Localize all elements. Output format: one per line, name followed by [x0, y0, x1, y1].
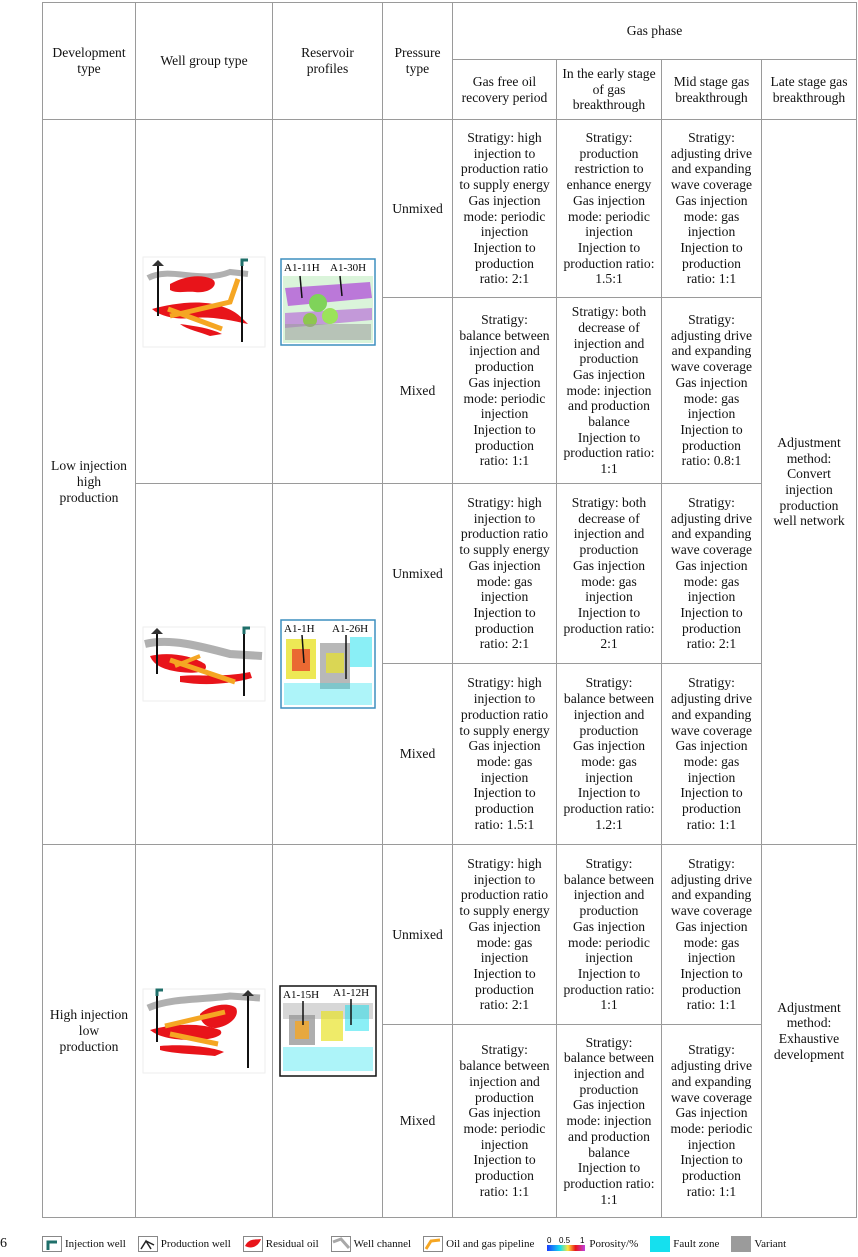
pressure-type-cell: Unmixed — [383, 484, 453, 664]
mid-stage-strategy-cell: Stratigy: adjusting drive and expanding wave coverage Gas injection mode: gas injection Injection to production ratio: 2:1 — [662, 484, 762, 664]
early-stage-strategy-cell: Stratigy: both decrease of injection and production Gas injection mode: gas injection Injection to production ratio: 2:1 — [557, 484, 662, 664]
legend-fault-zone: Fault zone — [650, 1236, 719, 1252]
mid-stage-strategy-cell: Stratigy: adjusting drive and expanding wave coverage Gas injection mode: gas injection Injection to production ratio: 0.8:1 — [662, 298, 762, 484]
residual-oil-icon — [243, 1236, 263, 1252]
svg-text:0: 0 — [547, 1236, 552, 1245]
header-pressure-type: Pressure type — [383, 3, 453, 120]
svg-text:1: 1 — [580, 1236, 585, 1245]
development-type-cell: Low injection high production — [43, 120, 136, 845]
header-phase-early: In the early stage of gas breakthrough — [557, 60, 662, 120]
pipeline-icon — [423, 1236, 443, 1252]
header-phase-gas-free: Gas free oil recovery period — [453, 60, 557, 120]
early-stage-strategy-cell: Stratigy: balance between injection and production Gas injection mode: periodic injection Injection to production ratio: 1:1 — [557, 845, 662, 1025]
gas-free-strategy-cell: Stratigy: balance between injection and production Gas injection mode: periodic injection Injection to production ratio: 1:1 — [453, 1025, 557, 1218]
well-group-diagram — [136, 845, 273, 1218]
gas-free-strategy-cell: Stratigy: high injection to production ratio to supply energy Gas injection mode: gas injection Injection to production ratio: 2:1 — [453, 484, 557, 664]
pressure-type-cell: Mixed — [383, 1025, 453, 1218]
svg-text:A1-30H: A1-30H — [329, 261, 366, 274]
svg-text:A1-1H: A1-1H — [283, 623, 315, 635]
late-stage-method-cell: Adjustment method: Exhaustive development — [762, 845, 857, 1218]
header-development-type: Development type — [43, 3, 136, 120]
svg-text:A1-11H: A1-11H — [283, 261, 320, 274]
gas-free-strategy-cell: Stratigy: high injection to production ratio to supply energy Gas injection mode: gas injection Injection to production ratio: 2:1 — [453, 845, 557, 1025]
development-type-cell: High injection low production — [43, 845, 136, 1218]
header-phase-mid: Mid stage gas breakthrough — [662, 60, 762, 120]
early-stage-strategy-cell: Stratigy: production restriction to enhance energy Gas injection mode: periodic injection Injection to production ratio: 1.5:1 — [557, 120, 662, 298]
reservoir-profile-3 — [279, 985, 377, 1077]
legend-injection-well: Injection well — [42, 1236, 126, 1252]
early-stage-strategy-cell: Stratigy: balance between injection and production Gas injection mode: injection and production balance Injection to production ratio: 1:1 — [557, 1025, 662, 1218]
legend-variant: Variant — [731, 1236, 786, 1252]
late-stage-method-cell: Adjustment method: Convert injection production well network — [762, 120, 857, 845]
reservoir-profile-cell — [273, 845, 383, 1218]
well-channel-icon — [331, 1236, 351, 1252]
strategy-table — [42, 2, 857, 1218]
mid-stage-strategy-cell: Stratigy: adjusting drive and expanding wave coverage Gas injection mode: periodic injection Injection to production ratio: 1:1 — [662, 1025, 762, 1218]
reservoir-profile-1 — [280, 258, 376, 346]
variant-swatch — [731, 1236, 751, 1252]
page-number: 6 — [0, 1236, 7, 1251]
pressure-type-cell: Mixed — [383, 298, 453, 484]
svg-text:0.5: 0.5 — [559, 1236, 571, 1245]
gas-free-strategy-cell: Stratigy: high injection to production ratio to supply energy Gas injection mode: gas injection Injection to production ratio: 1.5:1 — [453, 664, 557, 845]
mid-stage-strategy-cell: Stratigy: adjusting drive and expanding wave coverage Gas injection mode: gas injection Injection to production ratio: 1:1 — [662, 120, 762, 298]
legend — [42, 1234, 858, 1254]
header-well-group-type: Well group type — [136, 3, 273, 120]
pressure-type-cell: Mixed — [383, 664, 453, 845]
reservoir-profile-cell — [273, 484, 383, 845]
svg-text:A1-26H: A1-26H — [331, 623, 368, 635]
gas-free-strategy-cell: Stratigy: high injection to production ratio to supply energy Gas injection mode: periodic injection Injection to production ratio: 2:1 — [453, 120, 557, 298]
mid-stage-strategy-cell: Stratigy: adjusting drive and expanding wave coverage Gas injection mode: gas injection Injection to production ratio: 1:1 — [662, 664, 762, 845]
porosity-colorbar — [546, 1235, 586, 1253]
well-group-schematic-2 — [140, 624, 268, 704]
injection-well-icon — [42, 1236, 62, 1252]
header-phase-late: Late stage gas breakthrough — [762, 60, 857, 120]
well-group-diagram — [136, 120, 273, 484]
legend-residual-oil: Residual oil — [243, 1236, 319, 1252]
well-group-schematic-1 — [140, 254, 268, 349]
production-well-icon — [138, 1236, 158, 1252]
header-gas-phase: Gas phase — [453, 3, 857, 60]
mid-stage-strategy-cell: Stratigy: adjusting drive and expanding wave coverage Gas injection mode: gas injection Injection to production ratio: 1:1 — [662, 845, 762, 1025]
early-stage-strategy-cell: Stratigy: both decrease of injection and production Gas injection mode: injection and production balance Injection to production ratio: 1:1 — [557, 298, 662, 484]
well-group-schematic-3 — [140, 986, 268, 1076]
pressure-type-cell: Unmixed — [383, 120, 453, 298]
legend-pipeline: Oil and gas pipeline — [423, 1236, 534, 1252]
legend-well-channel: Well channel — [331, 1236, 411, 1252]
pressure-type-cell: Unmixed — [383, 845, 453, 1025]
well-group-diagram — [136, 484, 273, 845]
reservoir-profile-2 — [280, 619, 376, 709]
early-stage-strategy-cell: Stratigy: balance between injection and production Gas injection mode: gas injection Injection to production ratio: 1.2:1 — [557, 664, 662, 845]
legend-production-well: Production well — [138, 1236, 231, 1252]
svg-text:A1-15H: A1-15H — [282, 989, 319, 1001]
gas-free-strategy-cell: Stratigy: balance between injection and production Gas injection mode: periodic injection Injection to production ratio: 1:1 — [453, 298, 557, 484]
fault-zone-swatch — [650, 1236, 670, 1252]
svg-text:A1-12H: A1-12H — [332, 987, 369, 999]
reservoir-profile-cell — [273, 120, 383, 484]
header-reservoir-profiles: Reservoir profiles — [273, 3, 383, 120]
legend-porosity: 0 0.5 1 Porosity/% — [546, 1235, 638, 1253]
